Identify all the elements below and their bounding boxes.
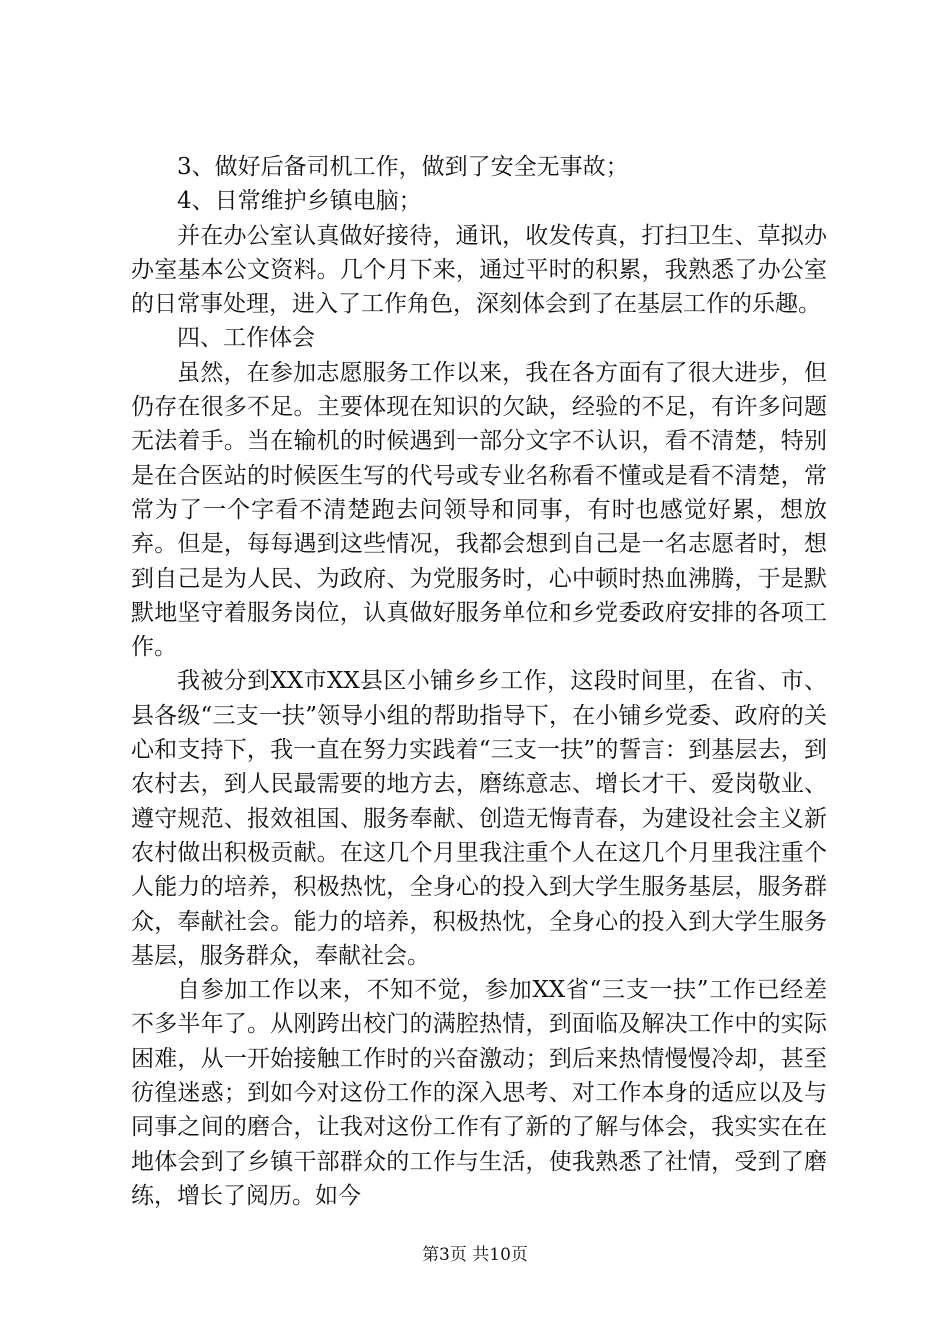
list-item-computer-maintenance: 4、日常维护乡镇电脑；: [177, 188, 422, 215]
section-heading-work-experience: 四、工作体会: [177, 325, 315, 352]
paragraph-shortcomings: 虽然，在参加志愿服务工作以来，我在各方面有了很大进步，但仍存在很多不足。主要体现在知识的欠缺，经验的不足，有许多问题无法着手。当在输机的时候遇到一部分文字不认识，看不清楚，特别是在合医站的时候医生写的代号或专业名称看不懂或是看不清楚，常常为了一个字看不清楚跑去问领导和同事，有时也感觉好累，想放弃。但是，每每遇到这些情况，我都会想到自己是一名志愿者时，想到自己是为人民、为政府、为党服务时，心中顿时热血沸腾，于是默默地坚守着服务岗位，认真做好服务单位和乡党委政府安排的各项工作。: [131, 359, 827, 661]
paragraph-office-duties: 并在办公室认真做好接待，通讯，收发传真，打扫卫生、草拟办办室基本公文资料。几个月下来，通过平时的积累，我熟悉了办公室的日常事处理，进入了工作角色，深刻体会到了在基层工作的乐趣。: [131, 222, 827, 318]
page-footer: 第3页 共10页: [422, 1245, 528, 1265]
paragraph-reflection: 自参加工作以来，不知不觉，参加XX省“三支一扶”工作已经差不多半年了。从刚跨出校门的满腔热情，到面临及解决工作中的实际困难，从一开始接触工作时的兴奋激动；到后来热情慢慢冷却，甚至彷徨迷惑；到如今对这份工作的深入思考、对工作本身的适应以及与同事之间的磨合，让我对这份工作有了新的了解与体会，我实实在在地体会到了乡镇干部群众的工作与生活，使我熟悉了社情，受到了磨练，增长了阅历。如今: [131, 977, 827, 1209]
paragraph-assignment: 我被分到XX市XX县区小铺乡乡工作，这段时间里，在省、市、县各级“三支一扶”领导小组的帮助指导下，在小铺乡党委、政府的关心和支持下，我一直在努力实践着“三支一扶”的誓言：到基层去，到农村去，到人民最需要的地方去，磨练意志、增长才干、爱岗敬业、遵守规范、报效祖国、服务奉献、创造无悔青春，为建设社会主义新农村做出积极贡献。在这几个月里我注重个人在这几个月里我注重个人能力的培养，积极热忱，全身心的投入到大学生服务基层，服务群众，奉献社会。能力的培养，积极热忱，全身心的投入到大学生服务基层，服务群众，奉献社会。: [131, 668, 827, 969]
list-item-backup-driver: 3、做好后备司机工作，做到了安全无事故；: [177, 154, 629, 180]
document-body: [131, 150, 827, 1213]
